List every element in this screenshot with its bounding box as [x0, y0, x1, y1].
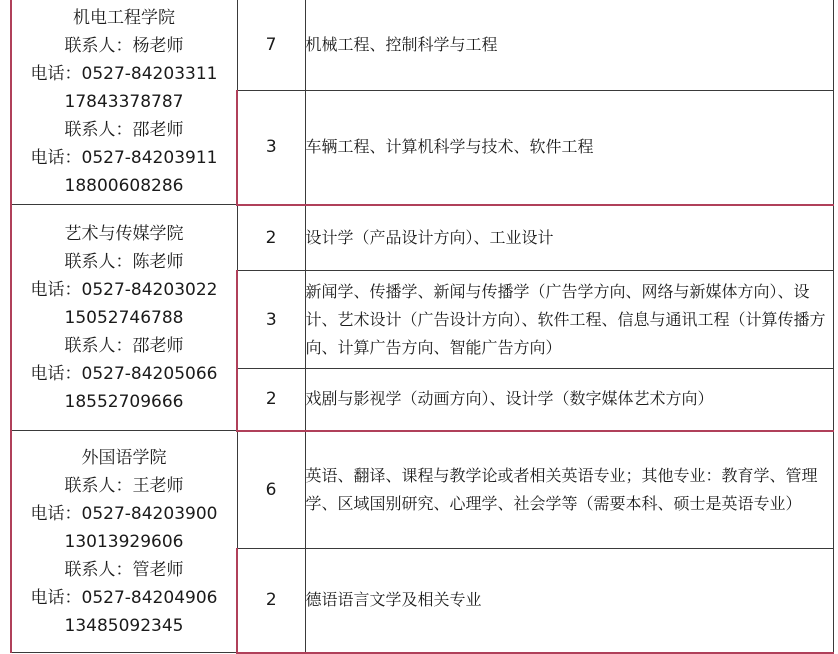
- contact-mobile: 18552709666: [64, 391, 184, 412]
- position-count: 3: [237, 91, 305, 205]
- position-count: 2: [237, 549, 305, 653]
- contact-mobile: 13013929606: [64, 531, 184, 552]
- college-contact-cell: [11, 431, 237, 653]
- major-requirements: 德语语言文学及相关专业: [305, 549, 833, 653]
- major-requirements: 新闻学、传播学、新闻与传播学（广告学方向、网络与新媒体方向）、设计、艺术设计（广告设计方向）、软件工程、信息与通讯工程（计算传播方向、计算广告方向、智能广告方向）: [305, 271, 833, 369]
- college-name: 外国语学院: [81, 447, 167, 468]
- major-requirements: 英语、翻译、课程与教学论或者相关英语专业；其他专业：教育学、管理学、区域国别研究、心理学、社会学等（需要本科、硕士是英语专业）: [305, 431, 833, 549]
- major-requirements: 车辆工程、计算机科学与技术、软件工程: [305, 91, 833, 205]
- college-name: 机电工程学院: [73, 7, 175, 28]
- table-row: [11, 0, 833, 91]
- contact-mobile: 15052746788: [64, 307, 184, 328]
- position-count: 7: [237, 0, 305, 91]
- college-contact-cell: [11, 205, 237, 431]
- contact-phone: 电话：0527-84205066: [30, 363, 218, 384]
- college-contact-cell: [11, 0, 237, 205]
- table-row: [11, 431, 833, 549]
- position-count: 2: [237, 205, 305, 271]
- contact-person: 联系人：邵老师: [64, 119, 184, 140]
- contact-person: 联系人：杨老师: [64, 35, 184, 56]
- contact-mobile: 13485092345: [64, 615, 184, 636]
- major-requirements: 戏剧与影视学（动画方向）、设计学（数字媒体艺术方向）: [305, 369, 833, 431]
- position-count: 3: [237, 271, 305, 369]
- major-requirements: 机械工程、控制科学与工程: [305, 0, 833, 91]
- table-row: [11, 205, 833, 271]
- contact-phone: 电话：0527-84203022: [30, 279, 218, 300]
- college-name: 艺术与传媒学院: [64, 223, 184, 244]
- contact-phone: 电话：0527-84203900: [30, 503, 218, 524]
- contact-person: 联系人：管老师: [64, 559, 184, 580]
- contact-mobile: 17843378787: [64, 91, 184, 112]
- contact-phone: 电话：0527-84204906: [30, 587, 218, 608]
- contact-person: 联系人：王老师: [64, 475, 184, 496]
- contact-mobile: 18800608286: [64, 175, 184, 196]
- contact-phone: 电话：0527-84203911: [30, 147, 218, 168]
- major-requirements: 设计学（产品设计方向）、工业设计: [305, 205, 833, 271]
- position-count: 2: [237, 369, 305, 431]
- contact-person: 联系人：邵老师: [64, 335, 184, 356]
- contact-person: 联系人：陈老师: [64, 251, 184, 272]
- contact-phone: 电话：0527-84203311: [30, 63, 218, 84]
- recruitment-table: [10, 0, 834, 654]
- position-count: 6: [237, 431, 305, 549]
